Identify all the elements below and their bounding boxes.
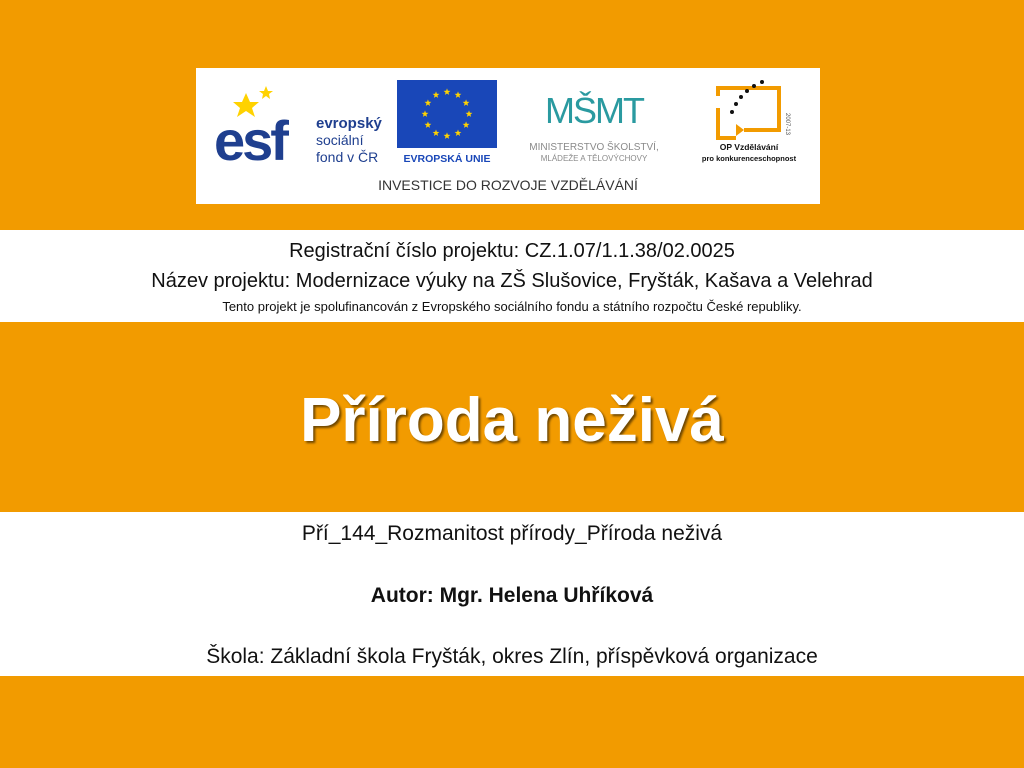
- esf-line3: fond v ČR: [316, 149, 379, 165]
- op-frame-top: [718, 88, 779, 130]
- op-side-label: 2007-13: [784, 113, 790, 136]
- school: Škola: Základní škola Fryšták, okres Zlín, příspěvková organizace: [206, 645, 818, 668]
- eu-logo: [397, 80, 497, 165]
- eu-caption: EVROPSKÁ UNIE: [403, 153, 491, 165]
- op-logo: [702, 80, 797, 163]
- msmt-mark: MŠMT: [545, 90, 643, 131]
- slide-title: Příroda neživá: [300, 386, 724, 455]
- logo-bar: [196, 68, 820, 204]
- project-name: Název projektu: Modernizace výuky na ZŠ Slušovice, Fryšták, Kašava a Velehrad: [151, 270, 873, 292]
- esf-line2: sociální: [316, 132, 364, 148]
- op-dot-icon: [760, 80, 764, 84]
- msmt-line1: MINISTERSTVO ŠKOLSTVÍ,: [529, 142, 659, 153]
- op-line2: pro konkurenceschopnost: [701, 154, 797, 163]
- bottom-orange-band: [0, 676, 1024, 768]
- project-registration: Registrační číslo projektu: CZ.1.07/1.1.38/02.0025: [289, 240, 735, 262]
- esf-star-small-icon: [259, 86, 273, 99]
- esf-line1: evropský: [316, 115, 382, 132]
- esf-logo: [214, 86, 383, 172]
- msmt-line2: MLÁDEŽE A TĚLOVÝCHOVY: [540, 154, 648, 163]
- material-code: Pří_144_Rozmanitost přírody_Příroda neživá: [301, 522, 723, 545]
- project-funding-note: Tento projekt je spolufinancován z Evropského sociálního fondu a státního rozpočtu České republiky.: [222, 299, 802, 314]
- author: Autor: Mgr. Helena Uhříková: [370, 584, 654, 607]
- project-info: [0, 230, 1024, 322]
- msmt-logo: [529, 90, 658, 163]
- op-arrow-icon: [736, 124, 744, 136]
- slide-meta: [0, 512, 1024, 676]
- title-band: [0, 322, 1024, 512]
- op-line1: OP Vzdělávání: [719, 142, 779, 152]
- logo-tagline: INVESTICE DO ROZVOJE VZDĚLÁVÁNÍ: [378, 177, 638, 193]
- logo-bar-graphics: [196, 68, 820, 204]
- esf-mark: esf: [214, 109, 286, 172]
